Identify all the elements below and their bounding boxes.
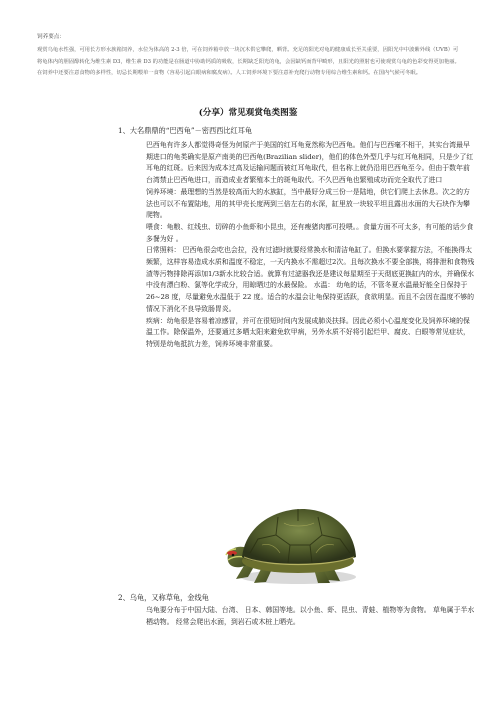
section-1-heading: 1、大名鼎鼎的“巴西龟”－密西西比红耳龟	[118, 126, 253, 135]
section-2-body	[146, 605, 476, 628]
section-1-paragraph: 疾病：幼龟很是容易着凉感冒，并可在很短时间内发展成肺炎扶择。因此必须小心温度变化及饲养环境的保温工作。除保温外，还要通过多晒太阳来避免软甲病，另外水质不好将引起烂甲、腐皮、白眼等常见症状，特别是幼龟抵抗力差，饲养环境非常重要。	[146, 316, 470, 348]
document-title: (分享）常见观赏龟类图鉴	[198, 108, 298, 118]
intro-paragraph: 观赏乌龟水性强，可用长方形水族箱饲养，水位为体高的 2-3 倍，可在饲养箱中放一块沉木供它攀爬，晒背。充足的阳光对龟的健康成长至关重要，因阳光中中波紫外线（UVB）可将龟体内的胆固醇转化为维生素 D3，维生素 D3 的功能是在肠道中协助钙质的吸收，长期缺乏阳光的龟，会因缺钙而背甲畸形，且阳光的照射也可使观赏乌龟的色彩变得更加艳丽。在饲养中还要注意食物的多样性，切忌长期喂单一食物（容易引起白眼病和腐皮病）。人工饲养环境下要注意补充爬行动物专用综合维生素和钙。在国内气候可冬眠。	[37, 47, 460, 77]
turtle-photo-icon	[218, 487, 366, 587]
intro-heading: 饲养要点：	[37, 34, 65, 40]
section-1-paragraph: 巴西龟有许多人都觉得奇怪为何原产于美国的红耳龟竟然称为巴西龟。他们与巴西毫不相干，其实台湾最早期进口的龟类确实是原产南美的巴西龟(Brazilian slider)，他们的体色外型几乎与红耳龟相同，只是少了红耳龟的红斑。后来因为成本过高及运输问题而被红耳龟取代，但名称上就仍沿用巴西龟至今。但由于数年前台湾禁止巴西龟进口，而造成业者繁殖本土的斑龟取代。不久巴西龟也繁殖成功而完全取代了进口	[146, 141, 474, 185]
section-2-heading: 2、乌龟，又称草龟，金线龟	[118, 593, 209, 602]
section-1-paragraph: 饲养环境：最理想的当然是较高而大的水族缸，当中最好分成三份一是陆地，供它们爬上去休息。次之的方法也可以不布置陆地，用的其甲壳长度两到三倍左右的水深，缸里放一块较平坦且露出水面的大石块作为攀爬物。	[146, 187, 470, 220]
section-1-paragraph: 日常照料： 巴西龟很会吃也会拉，没有过滤时就要经常换水和清洁龟缸了。但换水要掌握方法，不能换得太频繁，这样容易造成水质和温度不稳定，一天内换水不需超过2次。且每次换水不要全部换，将排泄和食物残渣等污物排除再添加1/3新水比较合适。就算有过滤器我还是建议每星期至于天彻底更换缸内的水，并确保水中没有漂白粉、氯等化学成分，用晾晒过的水最保险。 水温： 幼龟的话，不管冬夏水温最好能全日保持于 26~28 度，尽量避免水温低于 22 度。适合的水温会让龟保持更活跃，食欲明显。而且不会因在温度不够的情况下消化不良导致肠胃炎。	[146, 246, 475, 313]
section-1-body	[146, 140, 476, 351]
section-2-paragraph: 乌龟要分布于中国大陆、台湾、 日本、韩国等地。以小鱼、虾、昆虫、青蛙、植物等为食物。 草龟属于半水栖动物。 经常会爬出水面，到岩石或木桩上晒壳。	[146, 606, 475, 626]
section-1-paragraph: 喂食：龟粮、红线虫、切碎的小鱼虾和小昆虫，还有瘦猪肉都可投喂。。食量方面不可太多，有可能的话少食多餐为好 。	[146, 222, 474, 243]
